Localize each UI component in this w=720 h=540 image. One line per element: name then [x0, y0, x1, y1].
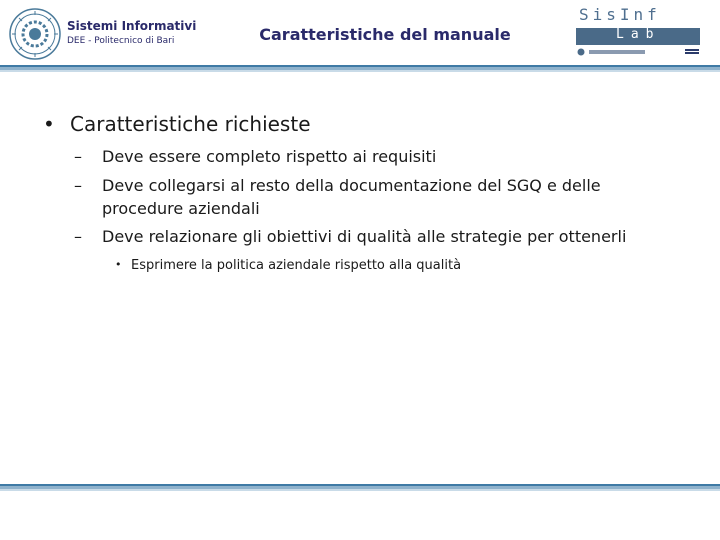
- logo-top-text: SisInf: [579, 5, 661, 24]
- dash-icon: –: [74, 176, 82, 195]
- bullet-icon: •: [43, 112, 55, 136]
- page-title: Caratteristiche del manuale: [259, 25, 511, 44]
- header-rule: [0, 65, 720, 73]
- org-name: Sistemi Informativi: [67, 19, 197, 33]
- sub-sub-bullet-text: Esprimere la politica aziendale rispetto alla qualità: [131, 258, 462, 273]
- sub-bullet-text: Deve collegarsi al resto della documentazione del SGQ e delle: [102, 176, 601, 195]
- logo-bottom-text: Lab: [616, 27, 661, 42]
- slide-header: [0, 0, 720, 70]
- bullet-icon: •: [115, 258, 122, 271]
- sisinf-lab-logo-icon: [577, 47, 702, 57]
- sub-bullet-text: Deve relazionare gli obiettivi di qualità alle strategie per ottenerli: [102, 227, 627, 246]
- footer-rule: [0, 484, 720, 492]
- dash-icon: –: [74, 227, 82, 246]
- sub-bullet-text: Deve essere completo rispetto ai requisiti: [102, 147, 437, 166]
- dash-icon: –: [74, 147, 82, 166]
- org-subtitle: DEE - Politecnico di Bari: [67, 36, 175, 46]
- sub-bullet-text-continuation: procedure aziendali: [102, 199, 260, 218]
- bullet-text: Caratteristiche richieste: [70, 112, 311, 136]
